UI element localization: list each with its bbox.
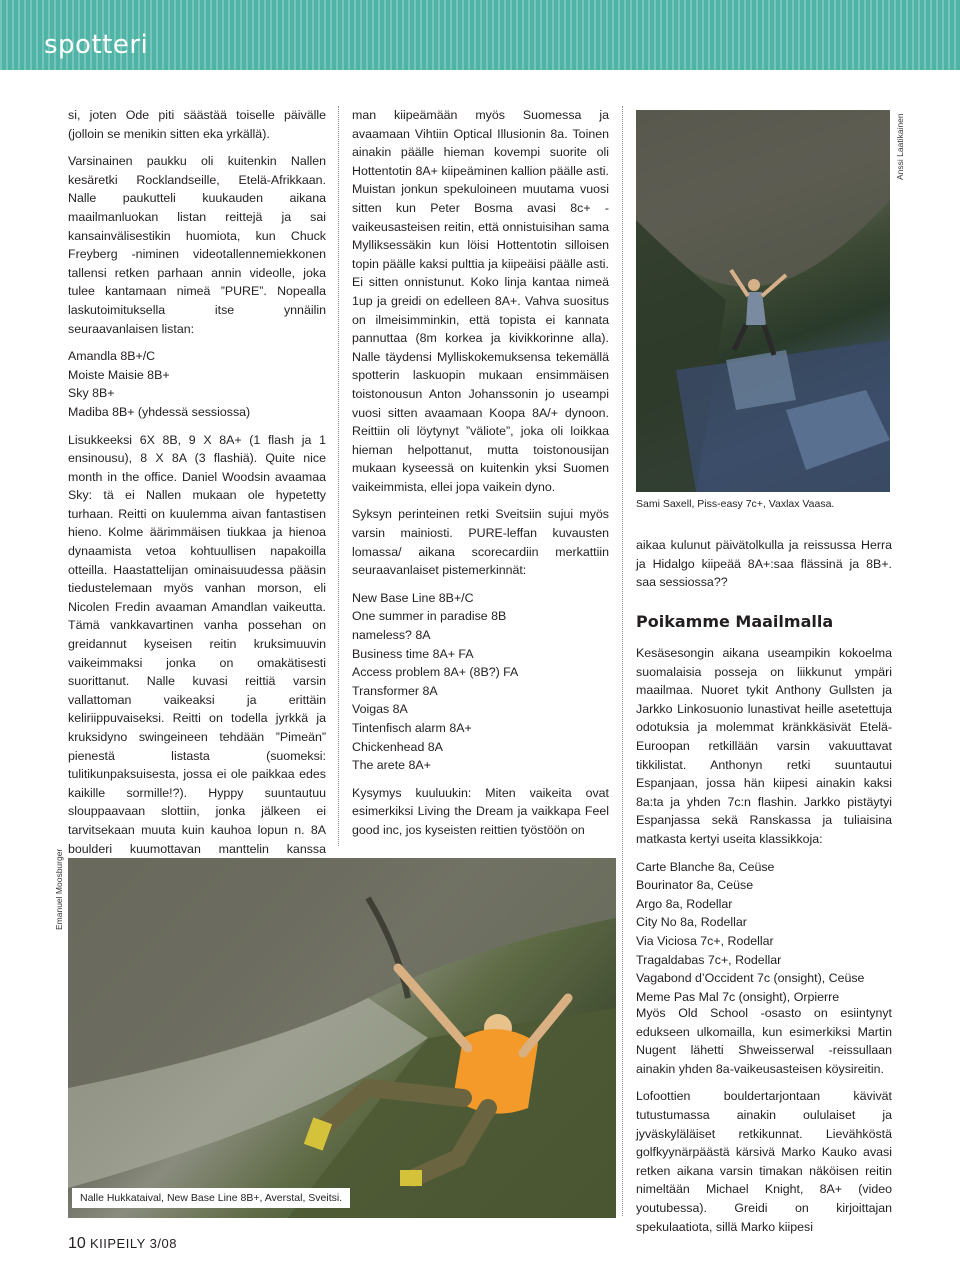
list-item: The arete 8A+	[352, 758, 431, 773]
list-item: Business time 8A+ FA	[352, 646, 474, 661]
column-3	[636, 536, 892, 601]
bottom-photo	[68, 858, 616, 1218]
list-item: Sky 8B+	[68, 386, 115, 401]
paragraph: man kiipeämään myös Suomessa ja avaamaan Vihtiin Optical Illusionin 8a. Toinen ainakin päälle hieman kovempi suorite oli Hottentotin 8A+ kiipeäminen kallion päälle asti. Muistan jonkun spekuloineen muutama vuosi sitten kun Peter Bosma avasi 8c+ -vaikeusasteisen reitin, että onnistuisihan sama Mylliksessäkin kun löisi Hottentotin silloisen topin päälle kaksi pulttia ja kiipeäisi päälle asti. Ei sitten onnistunut. Koko linja kantaa nimeä 1up ja greidi on edelleen 8A+. Vahva suositus on ilmeisimminkin, että topista ei kannata pannuttaa (8m korkea ja kivikkorinne alla). Nalle täydensi Mylliskokemuksensa tekemällä spotterin laskuopin mukaan ensimmäisen toistonousun Anton Johanssonin jo useampi vuosi sitten avaamaan Koopa 8A/+ dynoon. Reittiin oli löytynyt ”väliote”, joka oli loikkaa hieman helpottanut, mutta toistonousijan mukaan kyseessä on kuitenkin yksi Suomen vaikeimmista, ellei jopa vaikein dyno.	[352, 108, 609, 494]
column-3-body	[636, 644, 892, 1015]
paragraph: Lisukkeeksi 6X 8B, 9 X 8A+ (1 flash ja 1 ensinousu), 8 X 8A (3 flashiä). Quite nice month in the office. Daniel Woodsin avaamaa Sky: tä ei Nallen mukaan ole hypetetty turhaan. Reitti on kuulemma aivan fantastisen hieno. Kolme äärimmäisen tiukkaa ja hienoa dynaamista vetoa kohtuullisen napakoilla otteilla. Haastattelijan ominaisuudessa pääsin tiedustelemaan myös vanhan morson, eli Nicolen Fredin avaaman Amandlan vaikeutta. Tämä vankkavartinen vanha possehan on greidannut kyseisen reitin kruksimuuvin vaikeimmaksi jonka on omakätisesti suorittanut. Nalle kuvasi reittiä varsin vallattoman vaikeaksi ja erittäin keliriippuvaiseksi. Reitti on todella jyrkkä ja kruksidyno swingeineen tehdään ”Pimeän” pienestä listasta (suomeksi: tulitikunpaksuisesta, jossa ei ole paikkaa edes kaikille sormille!?). Hyppy suuntautuu slouppaavaan slottiin, jonka jälkeen ei tarvitsekaan muuta kuin kauhoa lopun n. 8A boulderi kuumottavan manttelin kanssa	[68, 432, 326, 856]
section-title: spotteri	[44, 30, 149, 60]
list-item: Carte Blanche 8a, Ceüse	[636, 859, 775, 874]
paragraph: Kesäsesongin aikana useampikin kokoelma suomalaisia posseja on liikkunut ympäri maailmaa. Nuoret tykit Anthony Gullsten ja Jarkko Linkosuonio lunastivat heille asetettuja odotuksia ja molemmat kränkkäsivät Etelä-Euroopan retkillään varsin vakuuttavat tikkilistat. Anthonyn retki suuntautui Espanjaan, jossa hän kiipesi ainakin kaksi 8a:ta ja yhden 7c:n flashin. Jarkko pistäytyi Espanjassa sekä Ranskassa ja tuliaisina matkasta kertyi useita klassikkoja:	[636, 646, 892, 846]
photo-credit-bottom: Emanuel Moosburger	[54, 848, 64, 930]
list-item: nameless? 8A	[352, 628, 431, 643]
paragraph: Myös Old School -osasto on esiintynyt edukseen ulkomailla, kun esimerkiksi Martin Nugent lähetti Shweisserwal -reissullaan ainakin yhden 8a-vaikeusasteisen köysireitin.	[636, 1006, 892, 1076]
list-item: Transformer 8A	[352, 683, 438, 698]
column-divider	[622, 106, 623, 1216]
column-divider	[338, 106, 339, 846]
paragraph: Varsinainen paukku oli kuitenkin Nallen kesäretki Rocklandseille, Etelä-Afrikkaan. Nalle paukutteli kuukauden aikana maailmanluokan listan reittejä ja sai kansainvälisestikin huomiota, kun Chuck Freyberg -niminen videotallennemiekkonen tallensi retken parhaan annin videolle, joka tulee kantamaan nimeä ”PURE”. Nopealla laskutoimituksella itse ynnäilin seuraavanlaisen listan:	[68, 154, 326, 336]
top-photo-caption: Sami Saxell, Piss-easy 7c+, Vaxlax Vaasa.	[636, 498, 835, 510]
list-item: Moiste Maisie 8B+	[68, 367, 170, 382]
paragraph: Lofoottien bouldertarjontaan kävivät tutustumassa ainakin oululaiset ja jyväskyläläiset retkikunnat. Lievähköstä golfkyynärpäästä kärsivä Marko Kauko avasi retken aikana varsin timakan näköisen reitin nimeltään Michael Knight, 8A+ (video youtubessa). Greidi on kirjoittajan spekulaatiota, sillä Marko kiipesi	[636, 1089, 892, 1234]
route-list	[352, 589, 609, 775]
paragraph: aikaa kulunut päivätolkulla ja reissussa Herra ja Hidalgo kiipeää 8A+:saa flässinä ja 8B+. saa sessiossa??	[636, 538, 892, 590]
column-2	[352, 106, 609, 849]
list-item: City No 8a, Rodellar	[636, 915, 747, 930]
photo-credit-top: Anssi Laatikainen	[895, 113, 905, 180]
page-number: 10	[68, 1235, 86, 1252]
list-item: Tintenfisch alarm 8A+	[352, 721, 472, 735]
list-item: Vagabond d’Occident 7c (onsight), Ceüse	[636, 971, 865, 986]
list-item: Bourinator 8a, Ceüse	[636, 878, 754, 893]
list-item: Via Viciosa 7c+, Rodellar	[636, 933, 774, 948]
list-item: Amandla 8B+/C	[68, 349, 156, 364]
list-item: Voigas 8A	[352, 702, 408, 717]
section-heading: Poikamme Maailmalla	[636, 612, 834, 631]
list-item: Chickenhead 8A	[352, 739, 443, 754]
page-footer	[68, 1235, 177, 1253]
top-photo	[636, 110, 890, 492]
list-item: Meme Pas Mal 7c (onsight), Orpierre	[636, 989, 840, 1004]
section-header	[0, 0, 960, 70]
list-item: One summer in paradise 8B	[352, 609, 507, 624]
paragraph: Syksyn perinteinen retki Sveitsiin sujui myös varsin mainiosti. PURE-leffan kuvausten lomassa/ aikana scorecardiin merkattiin seuraavanlaiset pistemerkinnät:	[352, 507, 609, 578]
list-item: Argo 8a, Rodellar	[636, 896, 733, 911]
route-list	[636, 858, 892, 1007]
list-item: Access problem 8A+ (8B?) FA	[352, 665, 519, 680]
bottom-photo-caption: Nalle Hukkataival, New Base Line 8B+, Averstal, Sveitsi.	[72, 1188, 350, 1208]
list-item: New Base Line 8B+/C	[352, 590, 474, 605]
column-1	[68, 106, 326, 913]
list-item: Tragaldabas 7c+, Rodellar	[636, 952, 782, 967]
route-list	[68, 347, 326, 421]
magazine-name: KIIPEILY 3/08	[89, 1236, 177, 1251]
list-item: Madiba 8B+ (yhdessä sessiossa)	[68, 404, 251, 419]
column-3-end	[636, 1004, 892, 1245]
bottom-photo-illustration	[68, 858, 616, 1218]
top-photo-illustration	[636, 110, 890, 492]
paragraph: Kysymys kuuluukin: Miten vaikeita ovat esimerkiksi Living the Dream ja vaikkapa Feel good inc, jos kyseisten reittien työstöön on	[352, 785, 609, 837]
paragraph: si, joten Ode piti säästää toiselle päivälle (jolloin se menikin sitten eka yrkällä).	[68, 108, 326, 141]
